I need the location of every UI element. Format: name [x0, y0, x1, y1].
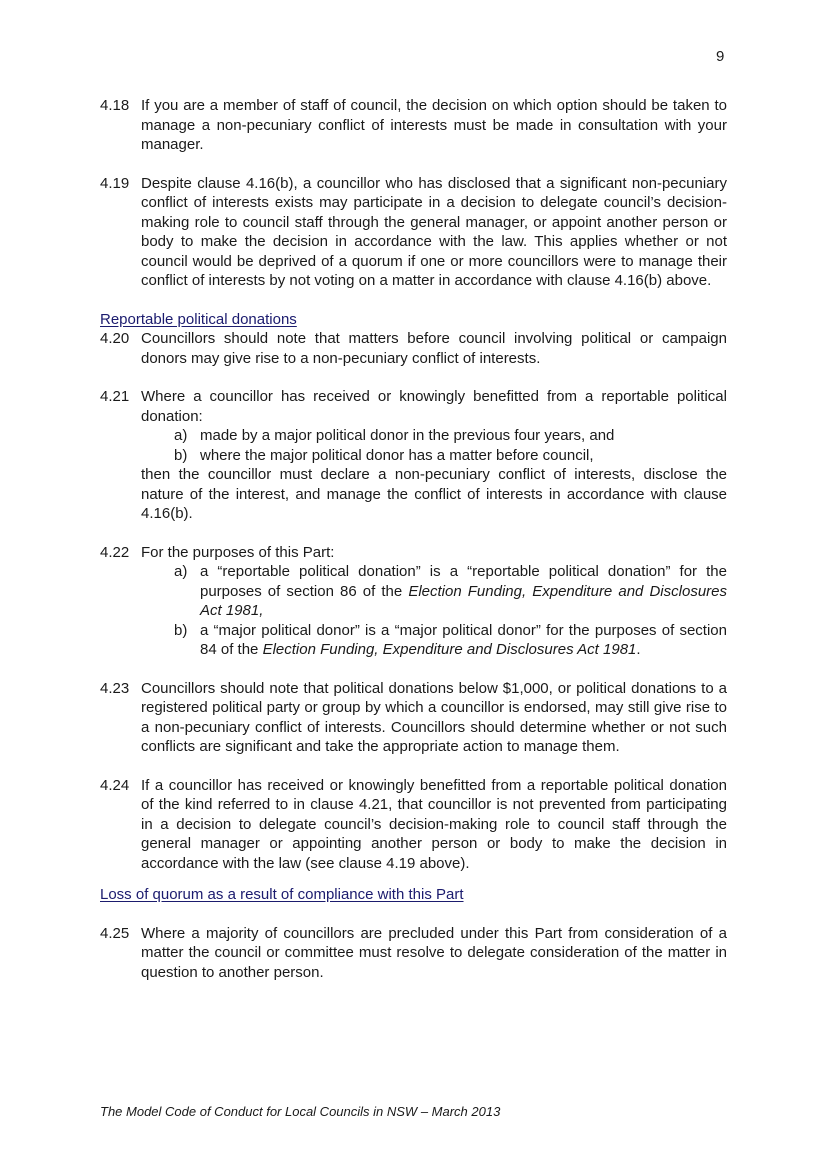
page-number: 9 [716, 48, 725, 65]
sub-item-letter: b) [174, 621, 188, 639]
clause-number: 4.19 [100, 174, 130, 192]
clause-number: 4.20 [100, 330, 130, 347]
sub-item-text-plain: a “major political donor” is a “major political donor” for the purposes of section 84 of the [200, 621, 727, 658]
clause-4-25 [100, 924, 727, 983]
section-heading-reportable-political-donations: Reportable political donations [100, 310, 297, 328]
clause-intro: Where a councillor has received or knowingly benefitted from a reportable political donation: [141, 388, 727, 425]
sub-item-text [200, 621, 727, 660]
sub-item-a [174, 562, 727, 621]
clause-4-22 [100, 543, 727, 660]
clause-text: If a councillor has received or knowingly benefitted from a reportable political donation of the kind referred to in clause 4.21, that councillor is not prevented from participating in a decision to delegate council’s decision-making role to council staff through the general manager or appointing another person or body to make the decision in accordance with the law (see clause 4.19 above). [141, 776, 727, 872]
sub-item-b [174, 446, 727, 466]
sub-item-a [174, 426, 727, 446]
clause-4-23 [100, 679, 727, 757]
act-title: Election Funding, Expenditure and Disclosures Act 1981, [200, 582, 727, 619]
clause-4-18 [100, 96, 727, 155]
clause-text: Councillors should note that matters before council involving political or campaign donors may give rise to a non-pecuniary conflict of interests. [141, 330, 727, 367]
sub-item-letter: a) [174, 563, 188, 580]
clause-number: 4.23 [100, 679, 130, 697]
act-title: Election Funding, Expenditure and Disclosures Act 1981 [262, 641, 637, 658]
clause-4-20 [100, 329, 727, 368]
clause-intro: For the purposes of this Part: [141, 543, 335, 561]
sub-item-text: made by a major political donor in the previous four years, and [200, 427, 615, 444]
sub-item-letter: b) [174, 446, 188, 464]
clause-text: If you are a member of staff of council, the decision on which option should be taken to manage a non-pecuniary conflict of interests must be made in consultation with your manager. [141, 97, 727, 153]
sub-item-text-plain: a “reportable political donation” is a “reportable political donation” for the purposes of section 86 of the [200, 563, 727, 600]
document-body [100, 96, 727, 982]
clause-number: 4.21 [100, 388, 130, 405]
clause-text: Councillors should note that political donations below $1,000, or political donations to a registered political party or group by which a councillor is endorsed, may still give rise to a non-pecuniary conflict of interests. Councillors should determine whether or not such conflicts are significant and take the appropriate action to manage them. [141, 679, 727, 755]
section-heading-loss-of-quorum: Loss of quorum as a result of compliance with this Part [100, 886, 464, 903]
clause-text: Where a majority of councillors are precluded under this Part from consideration of a matter the council or committee must resolve to delegate consideration of the matter in question to another person. [141, 924, 727, 981]
clause-number: 4.18 [100, 97, 130, 114]
sub-item-text: where the major political donor has a matter before council, [200, 446, 594, 464]
clause-outro: then the councillor must declare a non-pecuniary conflict of interests, disclose the nature of the interest, and manage the conflict of interests in accordance with clause 4.16(b). [141, 466, 727, 522]
clause-number: 4.22 [100, 543, 130, 561]
clause-text: Despite clause 4.16(b), a councillor who has disclosed that a significant non-pecuniary conflict of interests exists may participate in a decision to delegate council’s decision-making role to council staff through the general manager, or appoint another person or body to make the decision in accordance with the law. This applies whether or not council would be deprived of a quorum if one or more councillors were to manage their conflict of interests by not voting on a matter in accordance with clause 4.16(b) above. [141, 174, 727, 289]
sub-item-letter: a) [174, 427, 188, 444]
clause-4-19 [100, 174, 727, 291]
sub-item-text [200, 562, 727, 621]
page-footer: The Model Code of Conduct for Local Councils in NSW – March 2013 [100, 1104, 501, 1119]
sub-item-b [174, 621, 727, 660]
clause-number: 4.25 [100, 924, 130, 942]
clause-number: 4.24 [100, 776, 130, 794]
clause-4-24 [100, 776, 727, 874]
sub-item-text-end: . [636, 641, 641, 658]
clause-4-21 [100, 387, 727, 524]
